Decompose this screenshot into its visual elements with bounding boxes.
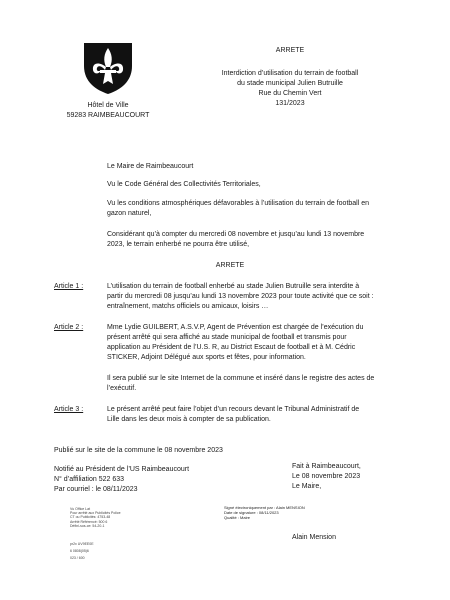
subject-line-2: du stade municipal Julien Butruille	[237, 80, 343, 87]
publication-line-2: l’exécutif.	[107, 385, 137, 392]
signature-meta-line-1: Signé électroniquement par : Alain MENSION	[224, 505, 305, 510]
notified-line-2: N° d’affiliation 522 633	[54, 476, 124, 483]
notified-line-1: Notifié au Président de l’US Raimbeaucourt	[54, 466, 190, 473]
stamp-line: 6 0808(05)6	[70, 549, 89, 554]
article-2-line-2: présent arrêté qui sera affiché au stade municipal de football et transmis pour	[107, 334, 347, 341]
signer-name: Alain Mension	[292, 534, 336, 541]
article-2-line-4: STICKER, Adjoint Délégué aux sports et fêtes, pour information.	[107, 354, 306, 361]
vu-conditions-line-2: gazon naturel,	[107, 210, 152, 217]
arrete-heading: ARRETE	[215, 262, 245, 269]
signature-meta-line-2: Date de signature : 08/11/2023	[224, 510, 279, 515]
vu-conditions-line-1: Vu les conditions atmosphériques défavorables à l’utilisation du terrain de football en	[107, 200, 370, 207]
stamp-line: Défini-sos-ce: 54-20-1	[70, 523, 105, 528]
done-at: Fait à Raimbeaucourt,	[292, 463, 361, 470]
town-hall-label: Hôtel de Ville	[87, 102, 129, 109]
subject-line-1: Interdiction d’utilisation du terrain de football	[221, 70, 359, 77]
doc-type-title: ARRETE	[275, 47, 305, 54]
stamp-line: Arrêté Référencé: 500 6	[70, 519, 108, 524]
done-date: Le 08 novembre 2023	[292, 473, 361, 480]
article-1-line-2: partir du mercredi 08 jusqu’au lundi 13 novembre 2023 pour toute activité que ce soit :	[107, 293, 374, 300]
stamp-line: 023 / 600	[70, 556, 85, 561]
stamp-line: pr2x UV9EE0E	[70, 542, 94, 547]
article-3-label: Article 3 :	[54, 406, 84, 413]
article-1-line-3: entraînement, matchs officiels ou amicaux, loisirs …	[107, 303, 269, 310]
stamp-line: CT ou Publicités: 4753-48	[70, 515, 111, 520]
considerant-line-1: Considérant qu’à compter du mercredi 08 novembre et jusqu’au lundi 13 novembre	[107, 231, 365, 238]
stamp-line: Pour arrêté aux Publicités Police	[70, 511, 121, 516]
article-2-line-3: application au Président de l’U.S. R, au District Escaut de football et à M. Cédric	[107, 344, 356, 351]
notified-line-3: Par courriel : le 08/11/2023	[54, 486, 138, 493]
issuer: Le Maire de Raimbeaucourt	[107, 163, 194, 170]
published-note: Publié sur le site de la commune le 08 novembre 2023	[54, 447, 223, 454]
receipt-stamp	[70, 507, 140, 561]
article-1-label: Article 1 :	[54, 283, 84, 290]
article-2-label: Article 2 :	[54, 324, 84, 331]
coat-of-arms-shield-icon	[80, 40, 136, 96]
considerant-line-2: 2023, le terrain enherbé ne pourra être utilisé,	[107, 241, 250, 248]
stamp-spacer	[70, 528, 140, 542]
subject-line-3: Rue du Chemin Vert	[258, 90, 322, 97]
vu-code: Vu le Code Général des Collectivités Territoriales,	[107, 181, 261, 188]
article-3-line-1: Le présent arrêté peut faire l’objet d’un recours devant le Tribunal Administratif de	[107, 406, 360, 413]
reference-number: 131/2023	[275, 100, 305, 107]
article-1-line-1: L’utilisation du terrain de football enherbé au stade Julien Butruille sera interdite à	[107, 283, 360, 290]
article-2-line-1: Mme Lydie GUILBERT, A.S.V.P, Agent de Prévention est chargée de l’exécution du	[107, 324, 364, 331]
signature-meta-line-3: Qualité : Maire	[224, 515, 251, 520]
publication-line-1: Il sera publié sur le site Internet de la commune et inséré dans le registre des actes de	[107, 375, 375, 382]
article-3-line-2: Lille dans les deux mois à compter de sa publication.	[107, 416, 271, 423]
town-address: 59283 RAIMBEAUCOURT	[66, 112, 150, 119]
stamp-line: Vu Office Lat	[70, 507, 91, 511]
mayor-title: Le Maire,	[292, 483, 322, 490]
